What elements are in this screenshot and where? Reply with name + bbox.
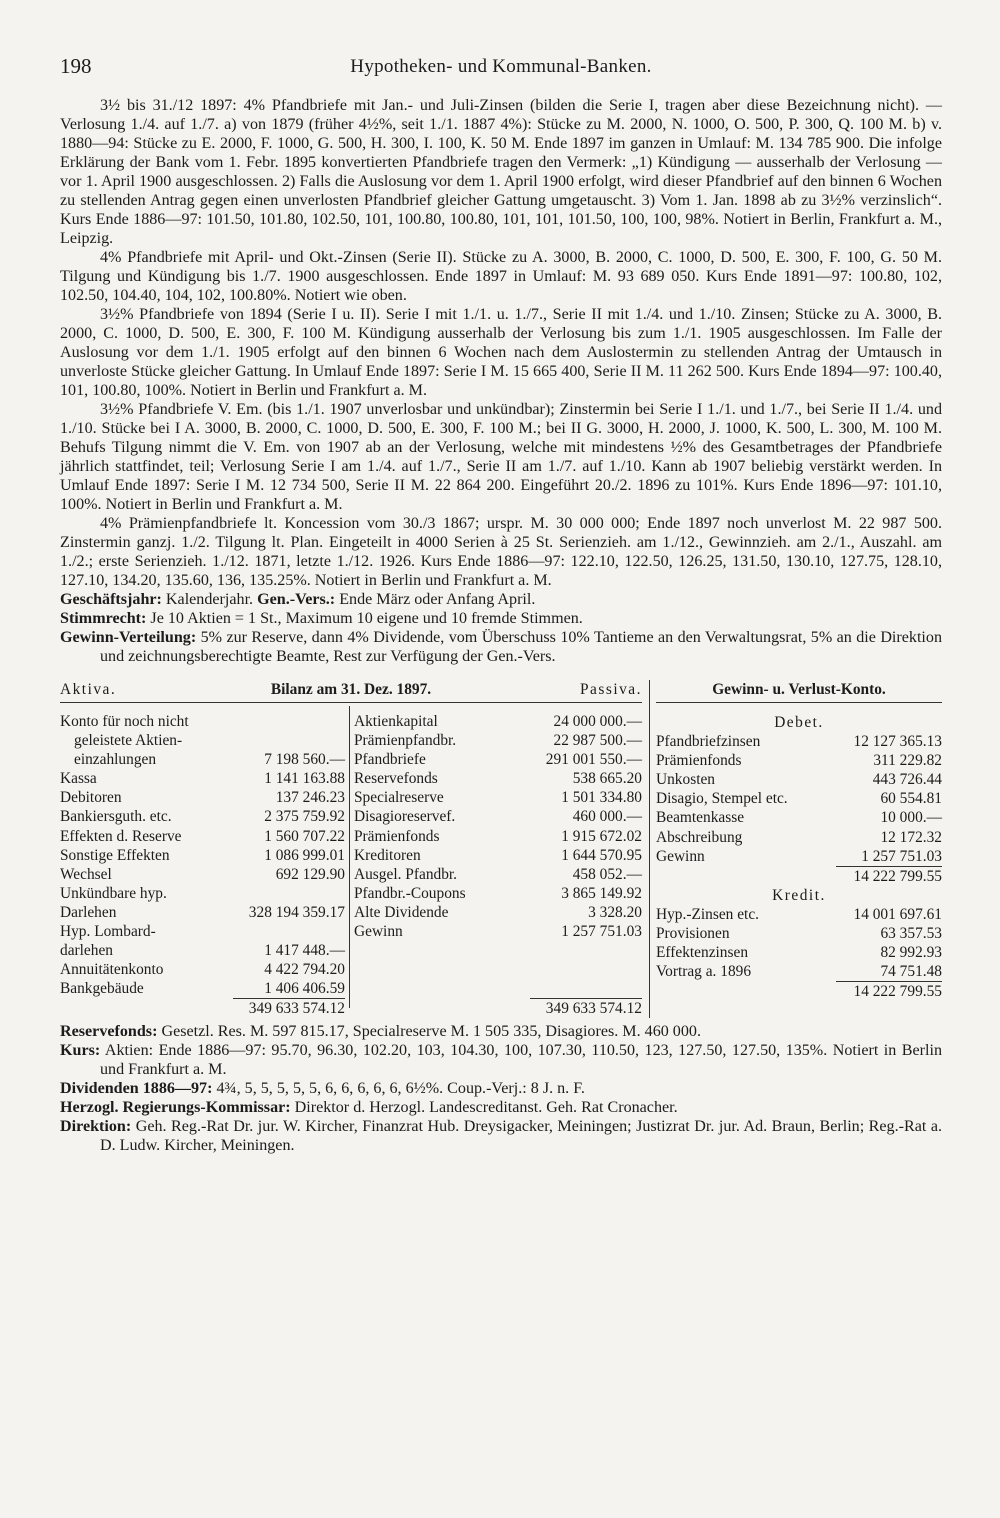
balance-title: Bilanz am 31. Dez. 1897.: [270, 681, 432, 698]
paragraph-praemienpfandbriefe: 4% Prämienpfandbriefe lt. Koncession vom 30./3 1867; urspr. M. 30 000 000; Ende 1897 noch unverlost M. 22 987 500. Zinstermin ganzj. 1./2. Tilgung lt. Plan. Eingeteilt in 4000 Serien à 25 St. Serienzieh. am 1./12., Gewinnzieh. am 2./1., Auszahl. am 1./2.; erste Serienzieh. 1./12. 1871, letzte 1./12. 1926. Kurs Ende 1886—97: 122.10, 122.50, 126.25, 131.50, 130.10, 127.75, 128.10, 127.10, 134.20, 135.60, 136, 135.25%. Notiert in Berlin und Frankfurt a. M.: [60, 515, 942, 589]
aktiva-row-label: einzahlungen: [74, 751, 157, 769]
passiva-total-value: 349 633 574.12: [530, 998, 642, 1018]
geschaeftsjahr-text: Kalenderjahr.: [161, 591, 258, 608]
kredit-row-label: Vortrag a. 1896: [656, 963, 752, 981]
table-divider: [649, 680, 650, 1018]
geschaeftsjahr-entry: [60, 590, 942, 609]
aktiva-row-value: 1 417 448.—: [264, 942, 345, 960]
kredit-row-value: 82 992.93: [880, 944, 942, 962]
aktiva-row: [60, 788, 345, 807]
aktiva-row: [60, 960, 345, 979]
gewinn-verteilung-entry: [60, 628, 942, 666]
paragraph-pfandbriefe-serie-2: 4% Pfandbriefe mit April- und Okt.-Zinsen (Serie II). Stücke zu A. 3000, B. 2000, C. 1000, D. 500, E. 300, F. 100, G. 50 M. Tilgung und Kündigung bis 1./7. 1900 ausgeschlossen. Ende 1897 in Umlauf: M. 93 689 050. Kurs Ende 1891—97: 100.80, 102, 102.50, 104.40, 104, 102, 100.80%. Notiert wie oben.: [60, 249, 942, 304]
debet-row: [656, 789, 942, 808]
aktiva-row: [60, 941, 345, 960]
passiva-row: [354, 922, 642, 941]
aktiva-row-value: 7 198 560.—: [264, 751, 345, 769]
aktiva-row-label: Hyp. Lombard-: [60, 923, 156, 941]
passiva-row-value: 24 000 000.—: [553, 713, 642, 730]
passiva-row: [354, 788, 642, 807]
passiva-row-value: 460 000.—: [572, 808, 642, 826]
passiva-row-label: Aktienkapital: [354, 713, 438, 730]
debet-heading: Debet.: [774, 714, 824, 731]
kommissar-label: Herzogl. Regierungs-Kommissar:: [60, 1099, 291, 1116]
passiva-row-value: 1 915 672.02: [561, 827, 642, 845]
aktiva-row: [60, 884, 345, 903]
guv-body: [656, 713, 942, 1001]
aktiva-row-value: 692 129.90: [275, 865, 345, 883]
dividenden-text: 4¾, 5, 5, 5, 5, 5, 6, 6, 6, 6, 6, 6½%. Coup.-Verj.: 8 J. n. F.: [212, 1080, 585, 1097]
kredit-heading: Kredit.: [772, 886, 826, 904]
genvers-text: Ende März oder Anfang April.: [335, 591, 536, 608]
gewinn-verteilung-label: Gewinn-Verteilung:: [60, 629, 197, 646]
kredit-row-label: Provisionen: [656, 925, 730, 943]
passiva-column: [354, 712, 642, 1019]
passiva-row-value: 458 052.—: [572, 865, 642, 883]
stimmrecht-entry: [60, 609, 942, 628]
kredit-row: [656, 962, 942, 981]
stimmrecht-text: Je 10 Aktien = 1 St., Maximum 10 eigene und 10 fremde Stimmen.: [146, 610, 583, 627]
aktiva-row-label: Debitoren: [60, 789, 122, 807]
balance-header: [60, 680, 642, 703]
footer-text: [60, 1022, 942, 1155]
profit-loss-account: [656, 680, 942, 1001]
debet-total-value: 14 222 799.55: [836, 866, 943, 886]
dividenden-label: Dividenden 1886—97:: [60, 1080, 213, 1097]
aktiva-row: [60, 979, 345, 998]
passiva-row-value: 1 644 570.95: [561, 846, 642, 864]
aktiva-row: [60, 922, 345, 941]
kredit-row-label: Effektenzinsen: [656, 944, 749, 962]
geschaeftsjahr-label: Geschäftsjahr:: [60, 591, 162, 608]
debet-row-value: 1 257 751.03: [861, 847, 942, 865]
aktiva-row: [60, 807, 345, 826]
passiva-row: [354, 827, 642, 846]
aktiva-row-value: 2 375 759.92: [264, 808, 345, 826]
aktiva-row-value: 328 194 359.17: [248, 903, 345, 921]
passiva-row-label: Kreditoren: [354, 846, 421, 864]
aktiva-row: [60, 846, 345, 865]
paragraph-pfandbriefe-1894: 3½% Pfandbriefe von 1894 (Serie I u. II). Serie I mit 1./1. u. 1./7., Serie II mit 1./4. und 1./10. Zinsen; Stücke zu A. 3000, B. 2000, C. 1000, D. 500, E. 300, F. 100 M. Kündigung ausserhalb der Verlosung bis zum 1./1. 1905 ausgeschlossen. Im Falle der Auslosung vor dem 1./1. 1905 erfolgt auf den binnen 6 Wochen nach dem Auslostermin zu stellenden Antrag der Umtausch in unverloste Stücke gleicher Gattung. In Umlauf Ende 1897: Serie I M. 15 665 400, Serie II M. 11 262 500. Kurs Ende 1894—97: 100.40, 101, 100.80, 100%. Notiert in Berlin und Frankfurt a. M.: [60, 306, 942, 399]
passiva-row: [354, 712, 642, 731]
debet-row-value: 311 229.82: [873, 752, 942, 770]
aktiva-row-value: 1 086 999.01: [264, 846, 345, 864]
kurs-text: Aktien: Ende 1886—97: 95.70, 96.30, 102.20, 103, 104.30, 100, 107.30, 110.50, 123, 127.50, 127.50, 135%. Notiert in Berlin und Frankfurt a. M.: [100, 1042, 942, 1078]
stimmrecht-label: Stimmrecht:: [60, 610, 147, 627]
debet-row: [656, 751, 942, 770]
aktiva-row: [60, 712, 345, 731]
passiva-row: [354, 750, 642, 769]
aktiva-row: [60, 750, 345, 769]
passiva-label: Passiva.: [579, 681, 642, 698]
kredit-row-label: Hyp.-Zinsen etc.: [656, 905, 760, 923]
debet-row: [656, 847, 942, 866]
genvers-label: Gen.-Vers.:: [257, 591, 336, 608]
page-header: [60, 54, 942, 84]
passiva-row: [354, 884, 642, 903]
aktiva-row-label: Unkündbare hyp.: [60, 884, 167, 902]
passiva-row: [354, 807, 642, 826]
financial-tables: [60, 680, 942, 1018]
aktiva-row-label: geleistete Aktien-: [74, 732, 183, 750]
passiva-row-value: 22 987 500.—: [553, 732, 642, 750]
kredit-row: [656, 905, 942, 924]
aktiva-row-value: 4 422 794.20: [264, 961, 345, 979]
paragraph-pfandbriefe-serie-1: 3½ bis 31./12 1897: 4% Pfandbriefe mit Jan.- und Juli-Zinsen (bilden die Serie I, tragen aber diese Bezeichnung nicht). — Verlosung 1./4. auf 1./7. a) von 1879 (früher 4½%, seit 1./1. 1887 4%): Stücke zu M. 2000, N. 1000, O. 500, P. 300, Q. 100 M. b) v. 1880—94: Stücke zu E. 2000, F. 1000, G. 500, H. 300, I. 100, K. 50 M. Ende 1897 im ganzen in Umlauf: M. 134 785 900. Die infolge Erklärung der Bank vom 1. Febr. 1895 konvertierten Pfandbriefe tragen den Vermerk: „1) Kündigung — ausserhalb der Verlosung — vor 1. April 1900 ausgeschlossen. 2) Falls die Auslosung vor dem 1. April 1900 erfolgt, wird dieser Pfandbrief auf den binnen 6 Wochen zu stellenden Antrag gegen einen unverlosten Pfandbrief gleicher Gattung umgetauscht. 3) Vom 1. Jan. 1898 ab zu 3½% verzinslich“. Kurs Ende 1886—97: 101.50, 101.80, 102.50, 101, 100.80, 100.80, 101, 101, 101.50, 100, 100, 98%. Notiert in Berlin, Frankfurt a. M., Leipzig.: [60, 97, 942, 247]
aktiva-row: [60, 903, 345, 922]
passiva-row-value: 1 501 334.80: [561, 789, 642, 807]
main-text: [60, 96, 942, 666]
passiva-row-label: Ausgel. Pfandbr.: [354, 865, 458, 883]
passiva-row: [354, 865, 642, 884]
kredit-row: [656, 924, 942, 943]
aktiva-row: [60, 865, 345, 884]
kredit-total-value: 14 222 799.55: [836, 981, 943, 1001]
debet-row: [656, 808, 942, 827]
aktiva-column: [60, 712, 345, 1019]
passiva-row-label: Reservefonds: [354, 770, 438, 788]
debet-row-label: Disagio, Stempel etc.: [656, 790, 788, 808]
passiva-row-value: 538 665.20: [572, 770, 642, 788]
aktiva-row-label: Konto für noch nicht: [60, 713, 189, 730]
direktion-entry: [60, 1117, 942, 1155]
debet-row-label: Beamtenkasse: [656, 809, 745, 827]
aktiva-row-label: Kassa: [60, 770, 97, 788]
aktiva-row: [60, 769, 345, 788]
running-title: Hypotheken- und Kommunal-Banken.: [350, 56, 652, 77]
passiva-row: [354, 769, 642, 788]
debet-row-value: 12 127 365.13: [853, 733, 942, 751]
aktiva-row-label: Bankiersguth. etc.: [60, 808, 172, 826]
aktiva-row-label: Bankgebäude: [60, 980, 144, 998]
book-page: [60, 54, 942, 1155]
debet-row-label: Unkosten: [656, 771, 715, 789]
aktiva-row-label: Effekten d. Reserve: [60, 827, 182, 845]
debet-row-label: Gewinn: [656, 847, 705, 865]
debet-row-label: Pfandbriefzinsen: [656, 733, 761, 751]
aktiva-row: [60, 731, 345, 750]
debet-row: [656, 732, 942, 751]
aktiva-row-value: 137 246.23: [275, 789, 345, 807]
passiva-row-label: Pfandbr.-Coupons: [354, 884, 466, 902]
column-divider: [349, 706, 350, 1008]
debet-row: [656, 770, 942, 789]
passiva-row-label: Alte Dividende: [354, 903, 449, 921]
page-number: 198: [60, 54, 92, 78]
passiva-row-label: Gewinn: [354, 923, 403, 941]
passiva-total: [354, 998, 642, 1018]
kredit-total: [656, 981, 942, 1001]
passiva-row-value: 1 257 751.03: [561, 923, 642, 941]
reservefonds-text: Gesetzl. Res. M. 597 815.17, Specialreserve M. 1 505 335, Disagiores. M. 460 000.: [157, 1023, 701, 1040]
passiva-row-value: 3 865 149.92: [561, 884, 642, 902]
aktiva-row-value: 1 406 406.59: [264, 980, 345, 998]
debet-row-label: Prämienfonds: [656, 752, 742, 770]
debet-row: [656, 828, 942, 847]
dividenden-entry: [60, 1079, 942, 1098]
aktiva-row-label: Wechsel: [60, 865, 112, 883]
aktiva-row-label: darlehen: [60, 942, 113, 960]
aktiva-total-value: 349 633 574.12: [233, 998, 345, 1018]
reservefonds-entry: [60, 1022, 942, 1041]
direktion-label: Direktion:: [60, 1118, 132, 1135]
kredit-row: [656, 943, 942, 962]
aktiva-row-label: Darlehen: [60, 903, 117, 921]
passiva-row: [354, 903, 642, 922]
kredit-row-value: 14 001 697.61: [853, 905, 942, 923]
passiva-row-value: 291 001 550.—: [545, 751, 642, 769]
debet-row-value: 443 726.44: [872, 771, 942, 789]
direktion-text: Geh. Reg.-Rat Dr. jur. W. Kircher, Finanzrat Hub. Dreysigacker, Meiningen; Justizrat Dr. jur. Ad. Braun, Berlin; Reg.-Rat a. D. Ludw. Kircher, Meiningen.: [100, 1118, 942, 1154]
aktiva-row: [60, 827, 345, 846]
kredit-row-value: 74 751.48: [880, 963, 942, 981]
passiva-spacer: [354, 941, 642, 998]
kredit-row-value: 63 357.53: [880, 925, 942, 943]
passiva-row-label: Prämienfonds: [354, 827, 440, 845]
aktiva-row-label: Sonstige Effekten: [60, 846, 170, 864]
kurs-label: Kurs:: [60, 1042, 101, 1059]
passiva-row: [354, 731, 642, 750]
paragraph-pfandbriefe-v-em: 3½% Pfandbriefe V. Em. (bis 1./1. 1907 unverlosbar und unkündbar); Zinstermin bei Serie I 1./1. und 1./7., bei Serie II 1./4. und 1./10. Stücke bei I A. 3000, B. 2000, C. 1000, D. 500, E. 300, F. 100 M.; bei II G. 3000, H. 2000, J. 1000, K. 500, L. 300, M. 100 M. Behufs Tilgung nimmt die V. Em. von 1907 ab an der Verlosung, welche mit mindestens ½% des Gesamtbetrages der Pfandbriefe jährlich stattfindet, teil; Verlosung Serie I am 1./4. auf 1./7., Serie II am 1./7. auf 1./10. Kann ab 1907 beliebig verstärkt werden. In Umlauf Ende 1897: Serie I M. 12 734 500, Serie II M. 22 864 200. Eingeführt 20./2. 1896 zu 101%. Kurs Ende 1896—97: 101.10, 100%. Notiert in Berlin und Frankfurt a. M.: [60, 401, 942, 513]
aktiva-row-value: 1 560 707.22: [264, 827, 345, 845]
guv-title: Gewinn- u. Verlust-Konto.: [656, 680, 942, 703]
debet-row-value: 60 554.81: [880, 790, 942, 808]
passiva-row-label: Prämienpfandbr.: [354, 732, 457, 750]
passiva-row: [354, 846, 642, 865]
debet-row-value: 12 172.32: [880, 828, 942, 846]
kommissar-text: Direktor d. Herzogl. Landescreditanst. Geh. Rat Cronacher.: [290, 1099, 678, 1116]
reservefonds-label: Reservefonds:: [60, 1023, 158, 1040]
kommissar-entry: [60, 1098, 942, 1117]
gewinn-verteilung-text: 5% zur Reserve, dann 4% Dividende, vom Überschuss 10% Tantieme an den Verwaltungsrat, 5% an die Direktion und zeichnungsberechtigte Beamte, Rest zur Verfügung der Gen.-Vers.: [100, 629, 942, 665]
passiva-row-value: 3 328.20: [588, 903, 642, 921]
passiva-row-label: Pfandbriefe: [354, 751, 426, 769]
debet-total: [656, 866, 942, 886]
aktiva-row-value: 1 141 163.88: [264, 770, 345, 788]
debet-row-value: 10 000.—: [880, 809, 942, 827]
passiva-row-label: Disagioreservef.: [354, 808, 456, 826]
aktiva-row-label: Annuitätenkonto: [60, 961, 164, 979]
kurs-entry: [60, 1041, 942, 1079]
balance-sheet: [60, 680, 642, 1016]
passiva-row-label: Specialreserve: [354, 789, 444, 807]
aktiva-label: Aktiva.: [60, 681, 117, 698]
debet-row-label: Abschreibung: [656, 828, 743, 846]
aktiva-total: [60, 998, 345, 1018]
